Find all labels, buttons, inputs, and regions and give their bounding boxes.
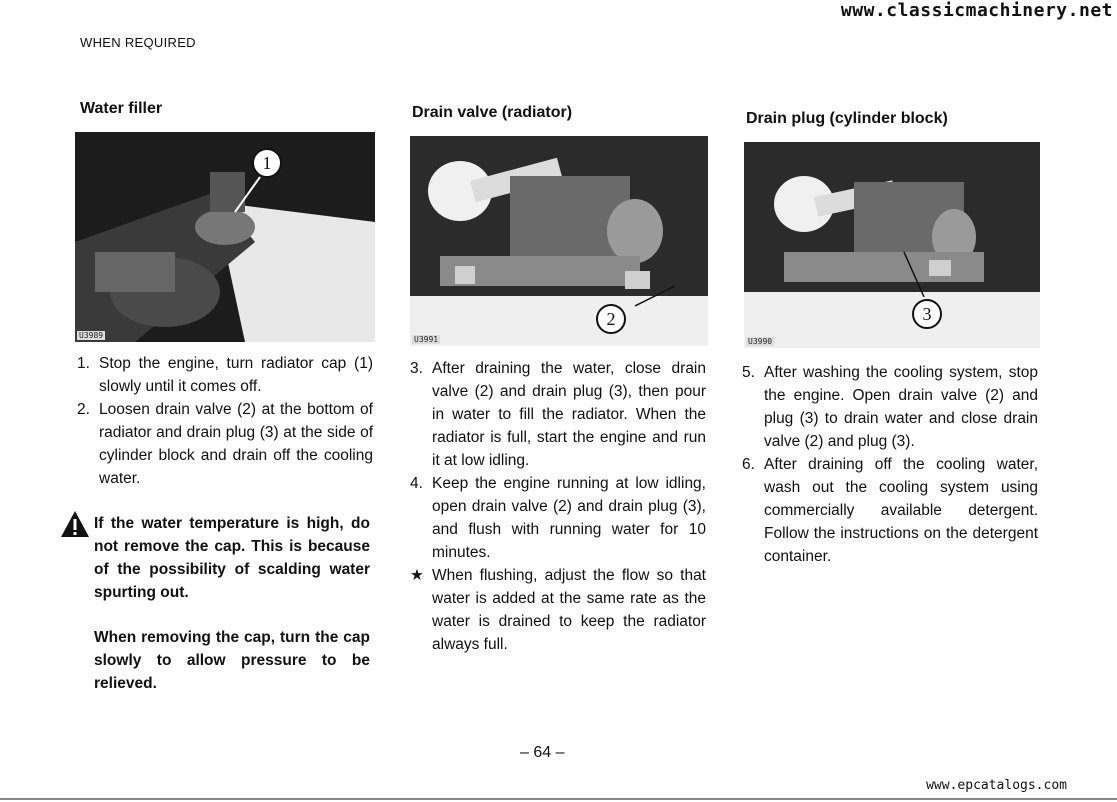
steps-column-2 xyxy=(410,357,706,656)
warning-triangle-icon xyxy=(60,510,90,538)
list-item: 6. After draining off the cooling water, wash out the cooling system using commercially available detergent. Follow the instructions on the detergent container. xyxy=(742,456,1038,565)
warning-paragraph-2: When removing the cap, turn the cap slowly to allow pressure to be relieved. xyxy=(94,629,370,692)
list-item: 2. Loosen drain valve (2) at the bottom of radiator and drain plug (3) at the side of cylinder block and drain off the cooling water. xyxy=(77,401,373,487)
column-title-water-filler: Water filler xyxy=(80,100,163,117)
photo-code: U3991 xyxy=(414,335,439,344)
callout-3: 3 xyxy=(912,299,942,329)
steps-column-3 xyxy=(742,361,1038,568)
page-number: – 64 – xyxy=(520,744,565,761)
column-title-drain-plug: Drain plug (cylinder block) xyxy=(746,110,948,127)
list-item: 1. Stop the engine, turn radiator cap (1) slowly until it comes off. xyxy=(77,355,373,395)
callout-2: 2 xyxy=(596,304,626,334)
photo-code: U3990 xyxy=(748,337,773,346)
photo-code: U3989 xyxy=(79,331,104,340)
list-item: ★ When flushing, adjust the flow so that water is added at the same rate as the water is drained to keep the radiator always full. xyxy=(410,567,706,653)
photo-water-filler xyxy=(75,132,375,342)
list-item: 4. Keep the engine running at low idling, open drain valve (2) and drain plug (3), and flush with running water for 10 minutes. xyxy=(410,475,706,561)
callout-1: 1 xyxy=(252,148,282,178)
catalog-watermark: www.epcatalogs.com xyxy=(926,778,1067,793)
steps-column-1 xyxy=(77,352,373,490)
list-item: 3. After draining the water, close drain valve (2) and drain plug (3), then pour in water to fill the radiator. When the radiator is full, start the engine and run it at low idling. xyxy=(410,360,706,469)
photo-drain-valve xyxy=(410,136,708,346)
section-tag: WHEN REQUIRED xyxy=(80,35,196,50)
list-item: 5. After washing the cooling system, stop the engine. Open drain valve (2) and plug (3) to drain water and close drain valve (2) and plug (3). xyxy=(742,364,1038,450)
warning-paragraph-1: If the water temperature is high, do not remove the cap. This is because of the possibility of scalding water spurting out. xyxy=(94,515,370,601)
photo-drain-plug xyxy=(744,142,1040,348)
bottom-divider xyxy=(0,798,1117,800)
site-watermark: www.classicmachinery.net xyxy=(840,0,1113,21)
column-title-drain-valve: Drain valve (radiator) xyxy=(412,104,573,121)
